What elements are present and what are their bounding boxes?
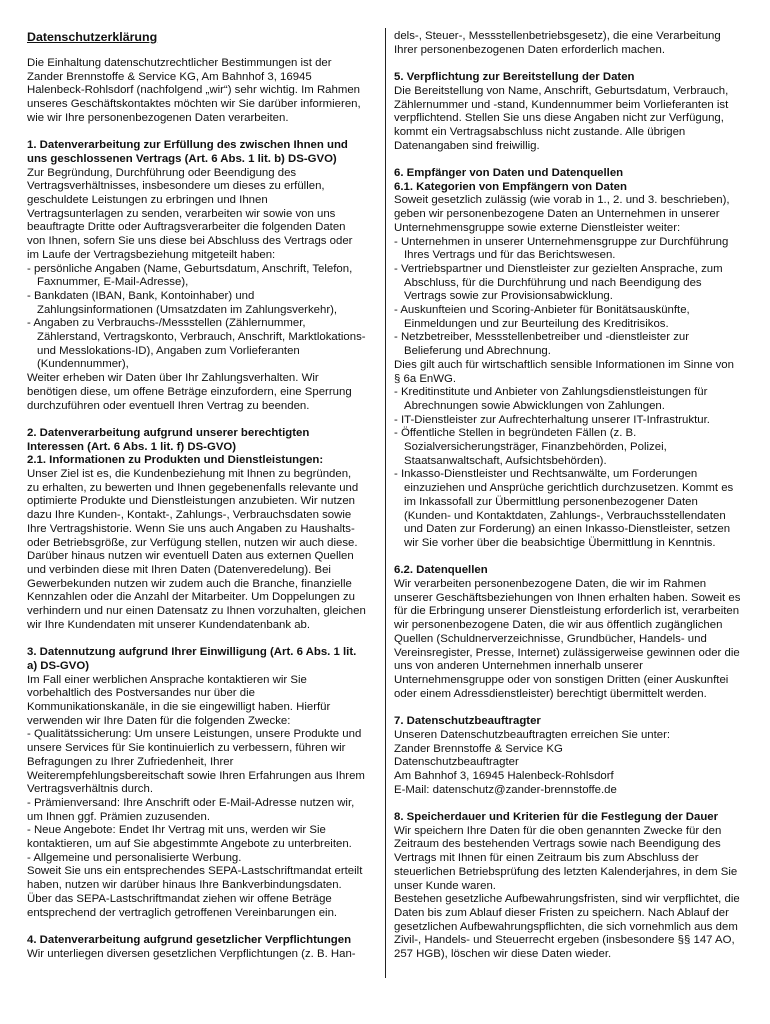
list-item: - Qualitätssicherung: Um unsere Leistungen, unsere Produkte und unsere Services für Sie kontinuierlich zu verbessern, führen wir Befragungen zu Ihrer Zufriedenheit, Ihrer Weiterempfehlungsbereitschaft sowie Ihren Erfahrungen aus Ihrem Vertragsverhältnis durch. [27, 728, 365, 796]
document-title: Datenschutzerklärung [27, 30, 158, 44]
list-item: - Allgemeine und personalisierte Werbung. [27, 851, 242, 864]
section-7-heading: 7. Datenschutzbeauftragter [394, 715, 541, 728]
section-8-text-2: Bestehen gesetzliche Aufbewahrungsfristen, sind wir verpflichtet, die Daten bis zum Ablauf dieser Fristen zu speichern. Nach Ablauf der gesetzlichen Aufbewahrungspflichten, die sich vornehmlich aus dem Zivil-, Handels- und Steuerrecht ergeben (insbesondere §§ 147 AO, 257 HGB), löschen wir diese Daten wieder. [394, 893, 740, 961]
section-1-text: Zur Begründung, Durchführung oder Beendigung des Vertragsverhältnisses, insbesondere um dieses zu erfüllen, geschuldete Leistungen zu erbringen und Ihnen Vertragsunterlagen zu senden, verarbeiten wir sowie von uns beauftragte Dritte oder Auftragsverarbeiter die folgenden Daten von Ihnen, sofern Sie uns diese bei Abschluss des Vertrags oder im Laufe der Vertragsbeziehung mitgeteilt haben: [27, 166, 353, 261]
list-item: - Unternehmen in unserer Unternehmensgruppe zur Durchführung Ihres Vertrags und für das Berichtswesen. [394, 235, 729, 262]
section-2-text: Unser Ziel ist es, die Kundenbeziehung mit Ihnen zu begründen, zu erhalten, zu bewerten und Ihnen gegebenenfalls relevante und optimierte Produkte und Dienstleistungen anzubieten. Wir nutzen dazu Ihre Kunden-, Kontakt-, Zahlungs-, Verbrauchsdaten sowie Ihre Vertragshistorie. Wenn Sie uns auch Angaben zu Haushalts- oder Betriebsgröße, zur Verfügung stellen, nutzen wir auch diese. Darüber hinaus nutzen wir eventuell Daten aus externen Quellen und verbinden diese mit Ihren Daten (Datenveredelung). Bei Gewerbekunden nutzen wir zudem auch die Branche, finanzielle Kennzahlen oder die Anzahl der Mitarbeiter. Um Doppelungen zu verhindern und nur einen Datensatz zu Ihnen vorzuhalten, gleichen wir Ihre Kundendaten mit unserer Kundendatenbank ab. [27, 468, 366, 631]
section-2-1-heading: 2.1. Informationen zu Produkten und Dienstleistungen: [27, 454, 324, 467]
section-6-heading: 6. Empfänger von Daten und Datenquellen [394, 167, 624, 179]
list-item: - IT-Dienstleister zur Aufrechterhaltung unserer IT-Infrastruktur. [394, 413, 710, 426]
list-item: - Bankdaten (IBAN, Bank, Kontoinhaber) und Zahlungsinformationen (Umsatzdaten im Zahlungsverkehr), [27, 289, 338, 316]
list-item: - Auskunfteien und Scoring-Anbieter für Bonitätsauskünfte, Einmeldungen und zur Beurteilung des Kreditrisikos. [394, 304, 690, 330]
list-item: - Kreditinstitute und Anbieter von Zahlungsdienstleistungen für Abrechnungen sowie Abwicklungen von Zahlungen. [394, 386, 708, 412]
section-6-2-heading: 6.2. Datenquellen [394, 564, 488, 577]
section-1-heading: 1. Datenverarbeitung zur Erfüllung des zwischen Ihnen und uns geschlossenen Vertrags (Art. 6 Abs. 1 lit. b) DS-GVO) [27, 139, 348, 165]
section-3-text: Im Fall einer werblichen Ansprache kontaktieren wir Sie vorbehaltlich des Postversandes nur über die Kommunikationskanäle, in die sie eingewilligt haben. Hierfür verwenden wir Ihre Daten für die folgenden Zwecke: [27, 673, 331, 727]
list-item: - Vertriebspartner und Dienstleister zur gezielten Ansprache, zum Abschluss, für die Durchführung und nach Beendigung des Vertrags sowie zur Provisionsabwicklung. [394, 262, 723, 303]
list-item: - Inkasso-Dienstleister und Rechtsanwälte, um Forderungen einzuziehen und Ansprüche gerichtlich durchzusetzen. Kommt es im Inkassofall zur Übermittlung personenbezogener Daten (Kunden- und Kontaktdaten, Zahlungs-, Verbrauchsstellendaten und Daten zur Forderung) an einen Inkasso-Dienstleister, setzen wir Sie vorher über die beabsichtige Übermittlung in Kenntnis. [394, 468, 734, 549]
dpo-line: Unseren Datenschutzbeauftragten erreichen Sie unter: [394, 728, 671, 741]
column-divider [385, 28, 386, 978]
left-column [27, 30, 366, 961]
dpo-email: E-Mail: datenschutz@zander-brennstoffe.de [394, 783, 617, 796]
section-2-heading: 2. Datenverarbeitung aufgrund unserer berechtigten Interessen (Art. 6 Abs. 1 lit. f) DS-GVO) [27, 426, 310, 453]
section-8-text: Wir speichern Ihre Daten für die oben genannten Zwecke für den Zeitraum des bestehenden Vertrags sowie nach Beendigung des Vertrags mit Ihnen für einen Zeitraum bis zum Abschluss der steuerlichen Betriebsprüfung des letzten Kalenderjahres, in dem Sie unser Kunde waren. [394, 824, 738, 892]
section-6-1-heading: 6.1. Kategorien von Empfängern von Daten [394, 180, 627, 193]
list-item: - Netzbetreiber, Messstellenbetreiber und -dienstleister zur Belieferung und Abrechnung. [394, 331, 690, 358]
dpo-line: Zander Brennstoffe & Service KG [394, 742, 563, 755]
section-1-outro: Weiter erheben wir Daten über Ihr Zahlungsverhalten. Wir benötigen diese, um offene Beträge einzufordern, eine Sperrung durchzuführen oder eventuell Ihren Vertrag zu beenden. [27, 372, 352, 412]
list-item: - persönliche Angaben (Name, Geburtsdatum, Anschrift, Telefon, Faxnummer, E-Mail-Adresse), [27, 262, 353, 289]
right-column [394, 30, 742, 962]
section-4-text: Wir unterliegen diversen gesetzlichen Verpflichtungen (z. B. Han- [27, 947, 356, 960]
list-item: - Prämienversand: Ihre Anschrift oder E-Mail-Adresse nutzen wir, um Ihnen ggf. Prämien zuzusenden. [27, 796, 355, 823]
intro-paragraph: Die Einhaltung datenschutzrechtlicher Bestimmungen ist der Zander Brennstoffe & Service KG, Am Bahnhof 3, 16945 Halenbeck-Rohlsdorf (nachfolgend „wir“) sehr wichtig. Im Rahmen unseres Geschäftskontaktes möchten wir Sie darüber informieren, wie wir Ihre personenbezogenen Daten verarbeiten. [27, 57, 361, 124]
section-5-text: Die Bereitstellung von Name, Anschrift, Geburtsdatum, Verbrauch, Zählernummer und -stand, Kundennummer beim Vorlieferanten ist verpflichtend. Stellen Sie uns diese Angaben nicht zur Verfügung, kommt ein Vertragsabschluss nicht zustande. Alle übrigen Datenangaben sind freiwillig. [394, 84, 729, 152]
section-4-continued: dels-, Steuer-, Messstellenbetriebsgesetz), die eine Verarbeitung Ihrer personenbezogenen Daten erforderlich machen. [394, 30, 721, 56]
section-3-outro: Soweit Sie uns ein entsprechendes SEPA-Lastschriftmandat erteilt haben, nutzen wir darüber hinaus Ihre Bankverbindungsdaten. Über das SEPA-Lastschriftmandat ziehen wir offene Beträge entsprechend der vertraglich getroffenen Vereinbarungen ein. [27, 865, 363, 919]
section-3-heading: 3. Datennutzung aufgrund Ihrer Einwilligung (Art. 6 Abs. 1 lit. a) DS-GVO) [27, 646, 357, 672]
section-6-1-mid: Dies gilt auch für wirtschaftlich sensible Informationen im Sinne von § 6a EnWG. [394, 358, 734, 385]
dpo-line: Datenschutzbeauftragter [394, 756, 519, 769]
dpo-line: Am Bahnhof 3, 16945 Halenbeck-Rohlsdorf [394, 769, 614, 782]
section-4-heading: 4. Datenverarbeitung aufgrund gesetzlicher Verpflichtungen [27, 933, 352, 946]
list-item: - Neue Angebote: Endet Ihr Vertrag mit uns, werden wir Sie kontaktieren, um auf Sie abgestimmte Angebote zu unterbreiten. [27, 824, 352, 851]
section-8-heading: 8. Speicherdauer und Kriterien für die Festlegung der Dauer [394, 811, 719, 823]
section-6-2-text: Wir verarbeiten personenbezogene Daten, die wir im Rahmen unserer Geschäftsbeziehungen von Ihnen erhalten haben. Soweit es für die Erbringung unserer Dienstleistung erforderlich ist, verarbeiten wir personenbezogene Daten, die wir aus öffentlich zugänglichen Quellen (Schuldnerverzeichnisse, Grundbücher, Handels- und Vereinsregister, Presse, Internet) zulässigerweise gewinnen oder die uns von anderen Unternehmen innerhalb unserer Unternehmensgruppe oder von sonstigen Dritten (einer Auskunftei oder einem Adressdienstleister) berechtigt übermittelt werden. [394, 578, 741, 700]
section-6-1-text: Soweit gesetzlich zulässig (wie vorab in 1., 2. und 3. beschrieben), geben wir personenbezogene Daten an Unternehmen in unserer Unternehmensgruppe sowie externe Dienstleister weiter: [394, 194, 730, 234]
list-item: - Öffentliche Stellen in begründeten Fällen (z. B. Sozialversicherungsträger, Finanzbehörden, Polizei, Staatsanwaltschaft, Aufsichtsbehörden). [394, 427, 667, 467]
list-item: - Angaben zu Verbrauchs-/Messstellen (Zählernummer, Zählerstand, Vertragskonto, Verbrauch, Anschrift, Marktlokations- und Messlokations-ID), Angaben zum Vorlieferanten (Kundennummer), [27, 317, 366, 371]
section-5-heading: 5. Verpflichtung zur Bereitstellung der Daten [394, 71, 635, 84]
